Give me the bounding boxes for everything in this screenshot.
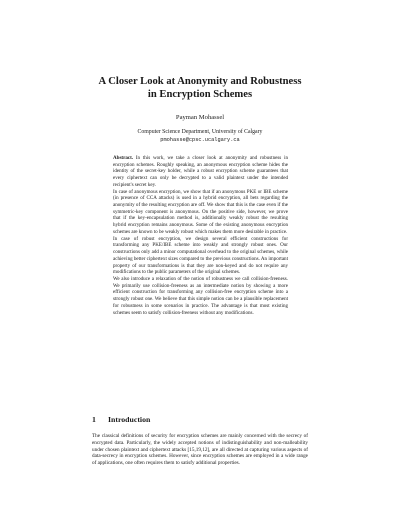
paper-title: [0, 75, 400, 101]
section-title: Introduction: [108, 415, 151, 424]
title-line-1: A Closer Look at Anonymity and Robustness: [98, 76, 302, 87]
abstract-label: Abstract.: [113, 155, 134, 161]
author-affiliation-block: [0, 129, 400, 144]
abstract-paragraph-2: In case of anonymous encryption, we show that if an anonymous PKE or IBE scheme (in presence of CCA attacks) is used in a hybrid encryption, all bets regarding the anonymity of the resulting encryption are off. We show that this is the case even if the symmetric-key component is anonymous. On the positive side, however, we prove that if the key-encapsulation method is, additionally weakly robust the resulting hybrid encryption remains anonymous. Some of the existing anonymous encryption schemes are known to be weakly robust which makes them more desirable in practice.: [113, 188, 288, 235]
abstract-text-1: In this work, we take a closer look at anonymity and robustness in encryption schemes. Roughly speaking, an anonymous encryption scheme hides the identity of the secret-key holder, while a robust encryption scheme guarantees that every ciphertext can only be decrypted to a valid plaintext under the intended recipient's secret key.: [113, 155, 288, 188]
abstract-paragraph-1: [113, 155, 288, 189]
affiliation: Computer Science Department, University of Calgary: [137, 129, 263, 135]
abstract: [113, 155, 288, 316]
title-line-2: in Encryption Schemes: [147, 89, 253, 100]
section-heading: [92, 415, 150, 425]
author-name: Payman Mohassel: [175, 114, 225, 121]
abstract-paragraph-3: In case of robust encryption, we design several efficient constructions for transforming any PKE/IBE scheme into weakly and strongly robust ones. Our constructions only add a minor computational overhead to the original schemes, while achieving better ciphertext sizes compared to the previous constructions. An important property of our transformations is that they are non-keyed and do not require any modifications to the public parameters of the original schemes.: [113, 235, 288, 276]
abstract-paragraph-4: We also introduce a relaxation of the notion of robustness we call collision-freeness. We primarily use collision-freeness as an intermediate notion by showing a more efficient construction for transforming any collision-free encryption scheme into a strongly robust one. We believe that this simple notion can be a plausible replacement for robustness in some scenarios in practice. The advantage is that most existing schemes seem to satisfy collision-freeness without any modifications.: [113, 275, 288, 316]
introduction-body: [92, 433, 308, 467]
intro-paragraph-1: The classical definitions of security for encryption schemes are mainly concerned with the secrecy of encrypted data. Particularly, the widely accepted notions of indistinguishability and non-malleability under chosen plaintext and ciphertext attacks [15,19,12], are all directed at capturing various aspects of data-secrecy in encryption schemes. However, since encryption schemes are employed in a wide range of applications, one often requires them to satisfy additional properties.: [92, 433, 308, 466]
section-number: 1: [92, 415, 96, 424]
author-email: pmohasse@cpsc.ucalgary.ca: [160, 136, 240, 143]
